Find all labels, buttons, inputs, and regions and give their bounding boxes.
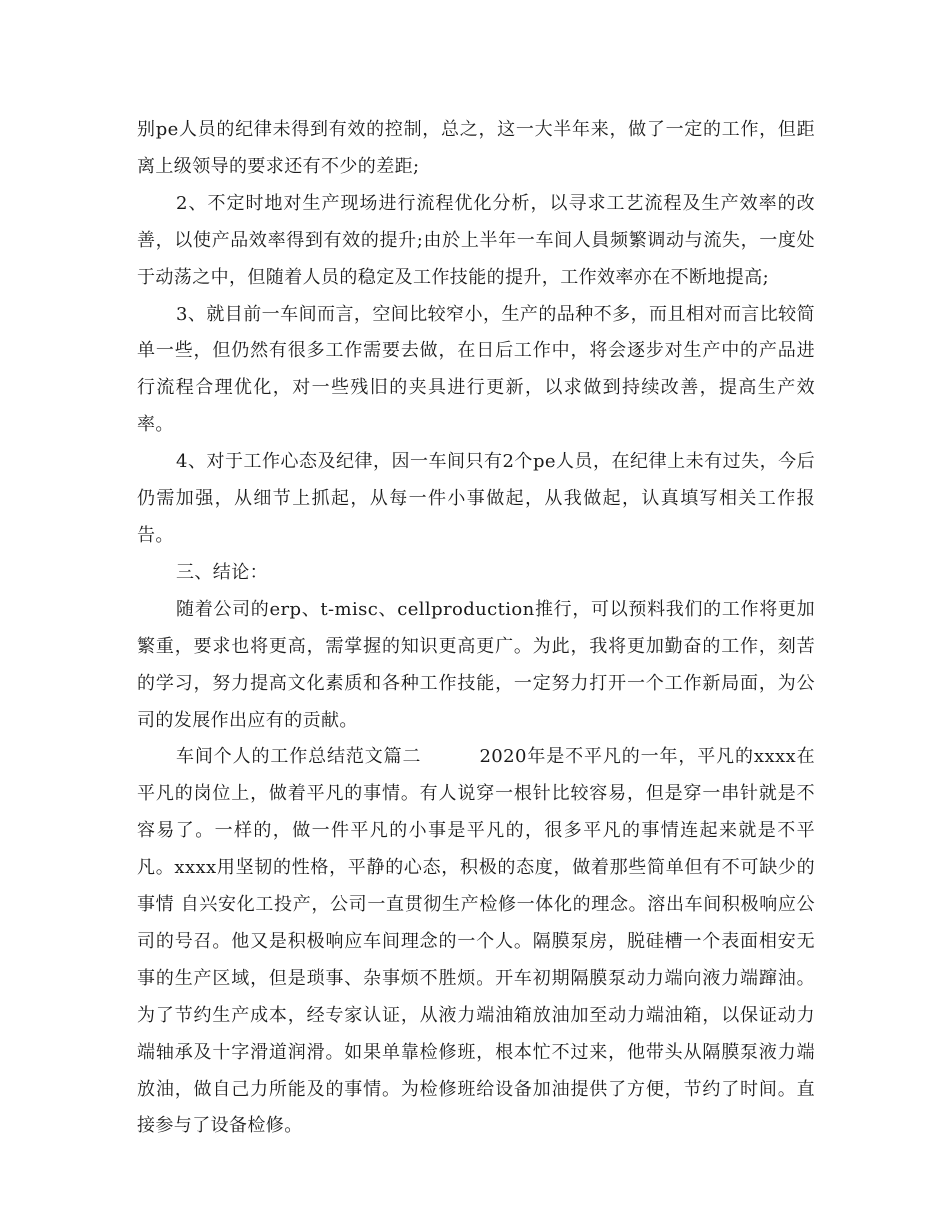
paragraph-section-two xyxy=(137,739,815,1145)
section-heading-conclusion: 三、结论： xyxy=(176,561,268,583)
section-two-heading: 车间个人的工作总结范文篇二 xyxy=(176,746,422,768)
paragraph-conclusion: 随着公司的erp、t-misc、cellproduction推行，可以预料我们的工作将更加繁重，要求也将更高，需掌握的知识更高更广。为此，我将更加勤奋的工作，刻苦的学习，努力提高文化素质和各种工作技能，一定努力打开一个工作新局面，为公司的发展作出应有的贡献。 xyxy=(137,598,815,731)
paragraph-item-3: 3、就目前一车间而言，空间比较窄小，生产的品种不多，而且相对而言比较简单一些，但仍然有很多工作需要去做，在日后工作中，将会逐步对生产中的产品进行流程合理优化，对一些残旧的夹具进行更新，以求做到持续改善，提高生产效率。 xyxy=(137,303,815,436)
paragraph-item-2: 2、不定时地对生产现场进行流程优化分析，以寻求工艺流程及生产效率的改善，以使产品效率得到有效的提升;由於上半年一车间人員频繁调动与流失，一度处于动荡之中，但随着人员的稳定及工作技能的提升，工作效率亦在不断地提高; xyxy=(137,192,815,288)
section-two-text: 2020年是不平凡的一年，平凡的xxxx在平凡的岗位上，做着平凡的事情。有人说穿一根针比较容易，但是穿一串针就是不容易了。一样的，做一件平凡的小事是平凡的，很多平凡的事情连起来就是不平凡。xxxx用坚韧的性格，平静的心态，积极的态度，做着那些简单但有不可缺少的事情 自兴安化工投产，公司一直贯彻生产检修一体化的理念。溶出车间积极响应公司的号召。他又是积极响应车间理念的一个人。隔膜泵房，脱硅槽一个表面相安无事的生产区域，但是琐事、杂事烦不胜烦。开车初期隔膜泵动力端向液力端蹿油。为了节约生产成本，经专家认证，从液力端油箱放油加至动力端油箱，以保证动力端轴承及十字滑道润滑。如果单靠检修班，根本忙不过来，他带头从隔膜泵液力端放油，做自己力所能及的事情。为检修班给设备加油提供了方便，节约了时间。直接参与了设备检修。 xyxy=(137,746,815,1137)
paragraph-item-4: 4、对于工作心态及纪律，因一车间只有2个pe人员，在纪律上未有过失，今后仍需加强，从细节上抓起，从每一件小事做起，从我做起，认真填写相关工作报告。 xyxy=(137,451,815,546)
paragraph-pe-discipline: 别pe人员的纪律未得到有效的控制，总之，这一大半年来，做了一定的工作，但距离上级领导的要求还有不少的差距; xyxy=(137,119,815,177)
document-body xyxy=(137,112,815,1145)
